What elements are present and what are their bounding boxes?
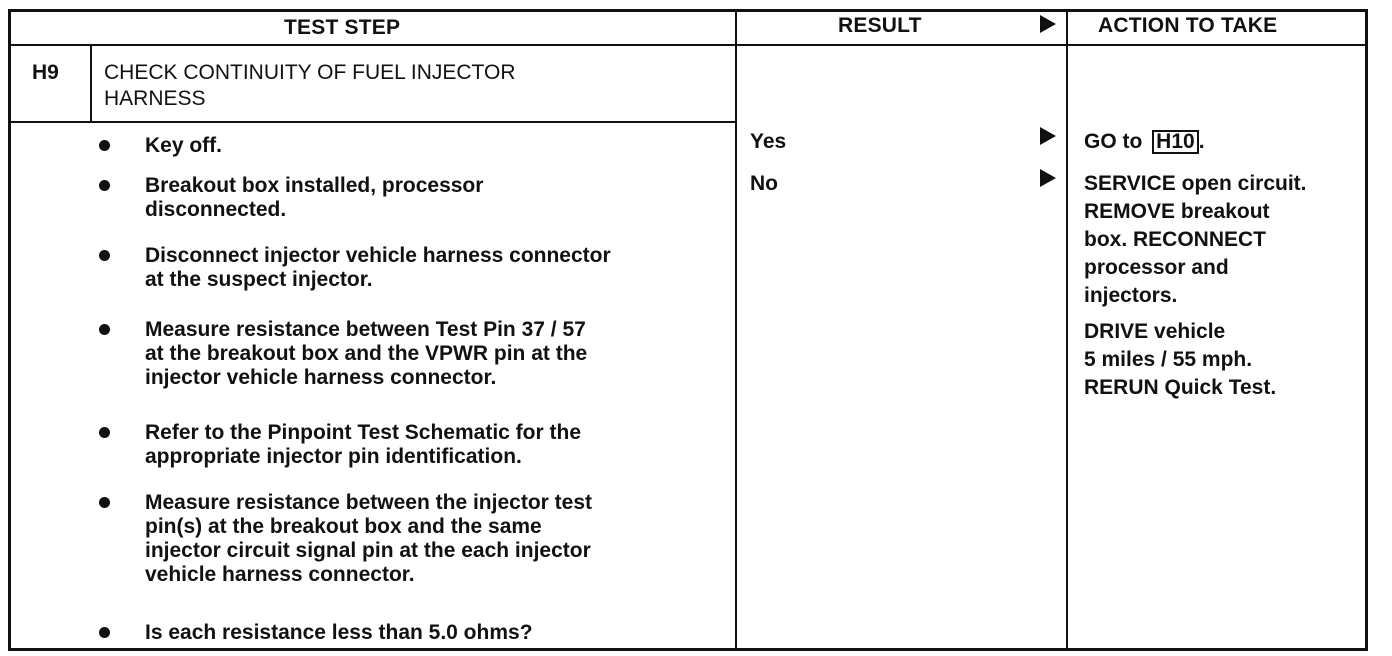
bullet-disconnect-line-1: Disconnect injector vehicle harness connector [145, 244, 611, 267]
bullet-icon [99, 250, 110, 261]
step-title-line-1: CHECK CONTINUITY OF FUEL INJECTOR [104, 61, 516, 84]
step-id-divider [90, 46, 92, 123]
bullet-breakout-line-1: Breakout box installed, processor [145, 174, 484, 197]
header-arrow-icon [1040, 15, 1056, 33]
result-column-divider [735, 9, 737, 651]
bullet-measure-vpwr-line-3: injector vehicle harness connector. [145, 366, 497, 389]
no-arrow-icon [1040, 169, 1056, 187]
bullet-breakout-line-2: disconnected. [145, 198, 287, 221]
bullet-measure-injector-line-2: pin(s) at the breakout box and the same [145, 515, 542, 538]
bullet-measure-vpwr-line-1: Measure resistance between Test Pin 37 / 57 [145, 318, 586, 341]
action-yes-suffix: . [1198, 130, 1205, 153]
bullet-icon [99, 324, 110, 335]
bullet-icon [99, 497, 110, 508]
action-yes-prefix: GO to [1084, 130, 1143, 153]
bullet-refer-line-2: appropriate injector pin identification. [145, 445, 522, 468]
action-no-line-6: DRIVE vehicle [1084, 320, 1226, 343]
action-no-line-4: processor and [1084, 256, 1229, 279]
header-test-step: TEST STEP [284, 16, 401, 39]
step-title-underline [8, 121, 737, 123]
yes-arrow-icon [1040, 127, 1056, 145]
action-no-line-5: injectors. [1084, 284, 1178, 307]
header-underline [8, 44, 1368, 46]
bullet-measure-vpwr-line-2: at the breakout box and the VPWR pin at the [145, 342, 588, 365]
bullet-icon [99, 180, 110, 191]
table-right-border [1365, 9, 1368, 651]
action-no-line-7: 5 miles / 55 mph. [1084, 348, 1253, 371]
action-column-divider [1066, 9, 1068, 651]
step-id: H9 [32, 61, 59, 84]
action-no-line-2: REMOVE breakout [1084, 200, 1270, 223]
bullet-question: Is each resistance less than 5.0 ohms? [145, 621, 533, 644]
action-no-line-3: box. RECONNECT [1084, 228, 1267, 251]
table-top-border [8, 9, 1368, 12]
action-no-line-1: SERVICE open circuit. [1084, 172, 1307, 195]
step-reference-h10: H10 [1152, 130, 1199, 154]
action-yes [1084, 130, 1205, 154]
bullet-refer-line-1: Refer to the Pinpoint Test Schematic for the [145, 421, 581, 444]
result-yes: Yes [750, 130, 787, 153]
result-no: No [750, 172, 778, 195]
bullet-disconnect-line-2: at the suspect injector. [145, 268, 373, 291]
bullet-measure-injector-line-1: Measure resistance between the injector test [145, 491, 592, 514]
table-left-border [8, 9, 11, 651]
bullet-key-off: Key off. [145, 134, 223, 157]
bullet-icon [99, 627, 110, 638]
bullet-icon [99, 140, 110, 151]
bullet-measure-injector-line-4: vehicle harness connector. [145, 563, 415, 586]
step-title-line-2: HARNESS [104, 87, 206, 110]
header-result: RESULT [838, 14, 922, 37]
bullet-measure-injector-line-3: injector circuit signal pin at the each injector [145, 539, 591, 562]
table-bottom-border [8, 648, 1368, 651]
header-action-to-take: ACTION TO TAKE [1098, 14, 1278, 37]
action-no-line-8: RERUN Quick Test. [1084, 376, 1277, 399]
bullet-icon [99, 427, 110, 438]
